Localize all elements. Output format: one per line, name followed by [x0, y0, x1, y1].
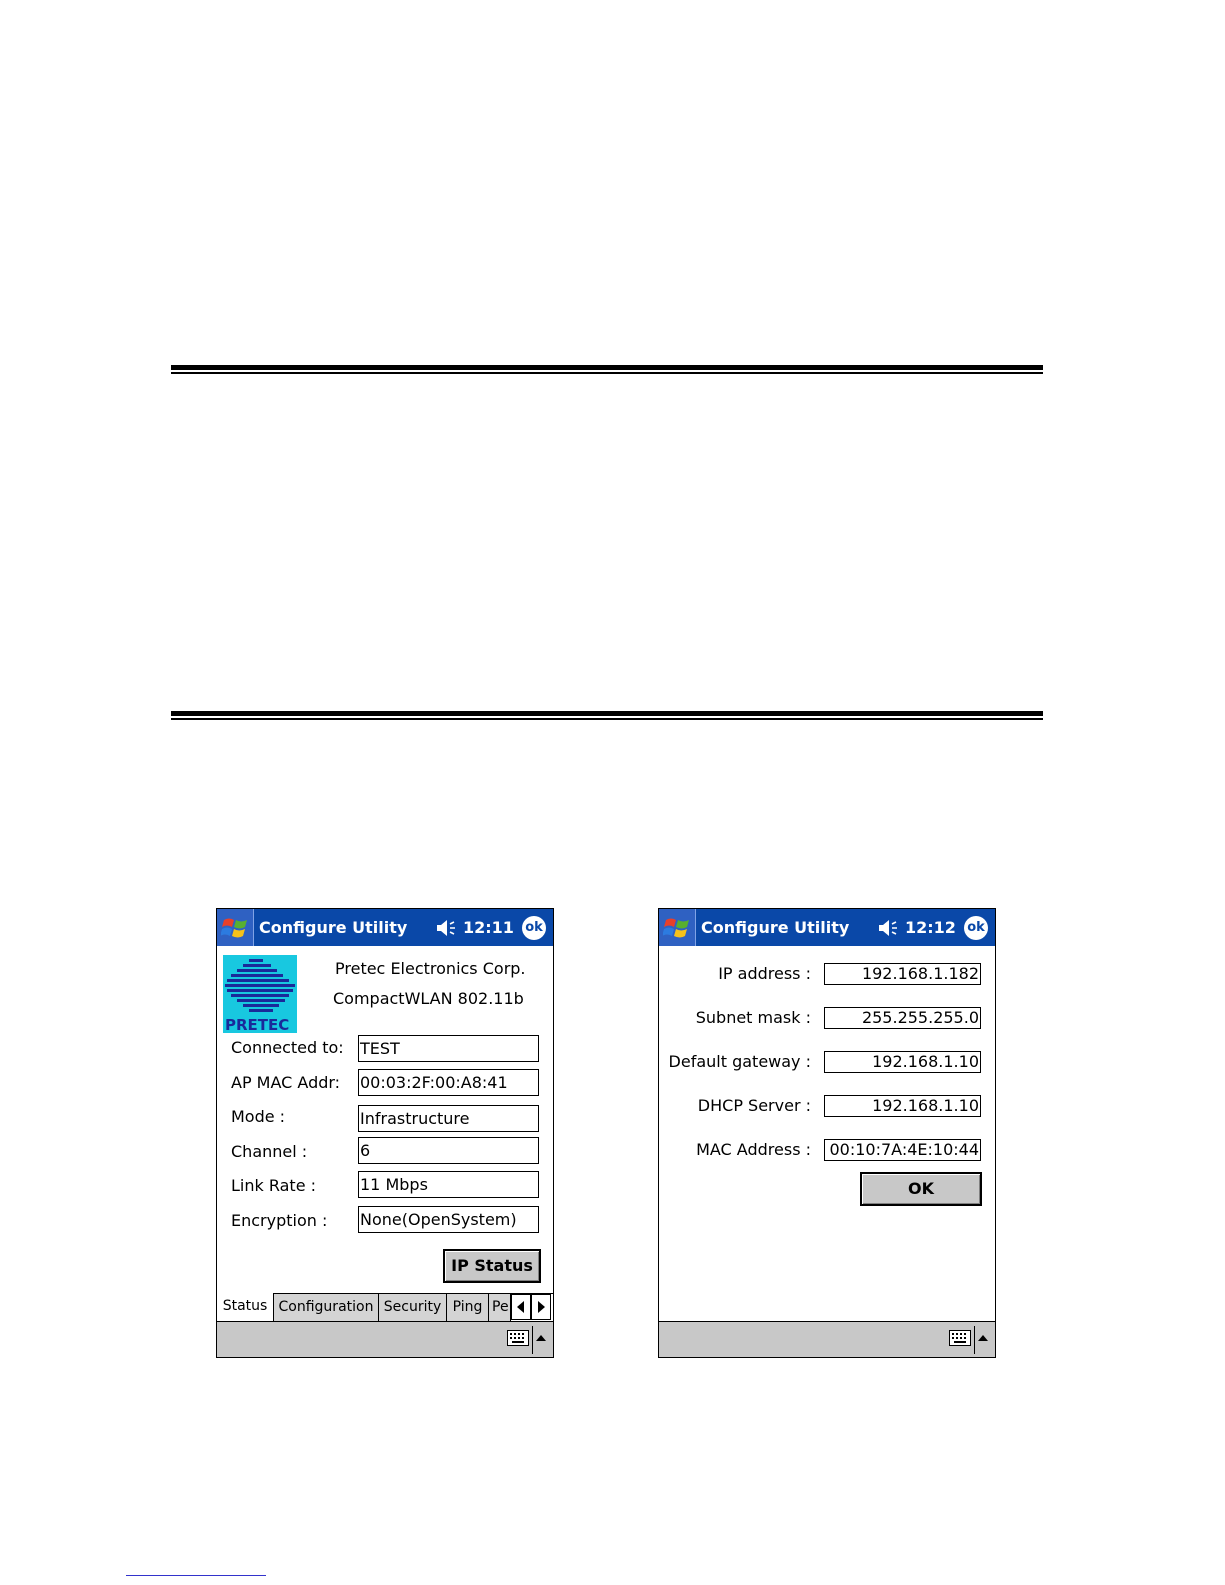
- section-rule-top: [171, 365, 1043, 374]
- keyboard-icon[interactable]: [507, 1329, 529, 1351]
- encryption-label: Encryption :: [231, 1211, 328, 1230]
- menu-separator: [974, 1326, 975, 1354]
- clock[interactable]: 12:11: [463, 918, 514, 937]
- tab-status[interactable]: Status: [217, 1293, 274, 1321]
- mode-field[interactable]: Infrastructure: [358, 1105, 539, 1132]
- keyboard-icon[interactable]: [949, 1329, 971, 1351]
- speaker-icon[interactable]: [435, 918, 459, 942]
- connected-to-label: Connected to:: [231, 1038, 344, 1057]
- app-title: Configure Utility: [259, 918, 408, 937]
- pretec-logo: [223, 955, 297, 1033]
- tab-ping[interactable]: Ping: [447, 1294, 489, 1321]
- tab-partial[interactable]: Pe: [489, 1294, 511, 1321]
- mac-address-label: MAC Address :: [696, 1140, 811, 1159]
- tab-security[interactable]: Security: [379, 1294, 447, 1321]
- channel-label: Channel :: [231, 1142, 308, 1161]
- subnet-mask-label: Subnet mask :: [695, 1008, 811, 1027]
- ip-status-button[interactable]: IP Status: [443, 1249, 541, 1283]
- scroll-left-icon[interactable]: [511, 1294, 531, 1320]
- ok-button[interactable]: OK: [860, 1172, 982, 1206]
- ip-address-field[interactable]: 192.168.1.182: [824, 963, 981, 985]
- connected-to-field[interactable]: TEST: [358, 1035, 539, 1062]
- clock[interactable]: 12:12: [905, 918, 956, 937]
- title-bar: [659, 909, 995, 946]
- ap-mac-field[interactable]: 00:03:2F:00:A8:41: [358, 1069, 539, 1096]
- sip-arrow-icon[interactable]: [978, 1335, 988, 1341]
- menu-separator: [532, 1326, 533, 1354]
- channel-field[interactable]: 6: [358, 1137, 539, 1164]
- app-title: Configure Utility: [701, 918, 850, 937]
- ok-icon[interactable]: ok: [522, 916, 546, 940]
- ok-icon[interactable]: ok: [964, 916, 988, 940]
- link-rate-field[interactable]: 11 Mbps: [358, 1171, 539, 1198]
- logo-text: PRETEC: [225, 1016, 290, 1033]
- ap-mac-label: AP MAC Addr:: [231, 1073, 341, 1092]
- scroll-right-icon[interactable]: [531, 1294, 551, 1320]
- subnet-mask-field[interactable]: 255.255.255.0: [824, 1007, 981, 1029]
- tab-configuration[interactable]: Configuration: [274, 1294, 379, 1321]
- footnote-separator: [126, 1575, 266, 1576]
- menu-bar: [659, 1321, 995, 1358]
- windows-start-icon[interactable]: [659, 909, 696, 946]
- sip-arrow-icon[interactable]: [536, 1335, 546, 1341]
- title-bar: [217, 909, 553, 946]
- link-rate-label: Link Rate :: [231, 1176, 317, 1195]
- encryption-field[interactable]: None(OpenSystem): [358, 1206, 539, 1233]
- section-rule-bottom: [171, 711, 1043, 720]
- menu-bar: [217, 1321, 553, 1358]
- ip-status-screen: [658, 908, 996, 1358]
- company-name: Pretec Electronics Corp.: [335, 959, 526, 978]
- mode-label: Mode :: [231, 1107, 286, 1126]
- default-gateway-label: Default gateway :: [668, 1052, 811, 1071]
- status-screen: [216, 908, 554, 1358]
- mac-address-field[interactable]: 00:10:7A:4E:10:44: [824, 1139, 981, 1161]
- dhcp-server-label: DHCP Server :: [697, 1096, 811, 1115]
- default-gateway-field[interactable]: 192.168.1.10: [824, 1051, 981, 1073]
- tab-bar: [217, 1293, 553, 1322]
- dhcp-server-field[interactable]: 192.168.1.10: [824, 1095, 981, 1117]
- windows-start-icon[interactable]: [217, 909, 254, 946]
- product-name: CompactWLAN 802.11b: [333, 989, 524, 1008]
- ip-address-label: IP address :: [718, 964, 811, 983]
- speaker-icon[interactable]: [877, 918, 901, 942]
